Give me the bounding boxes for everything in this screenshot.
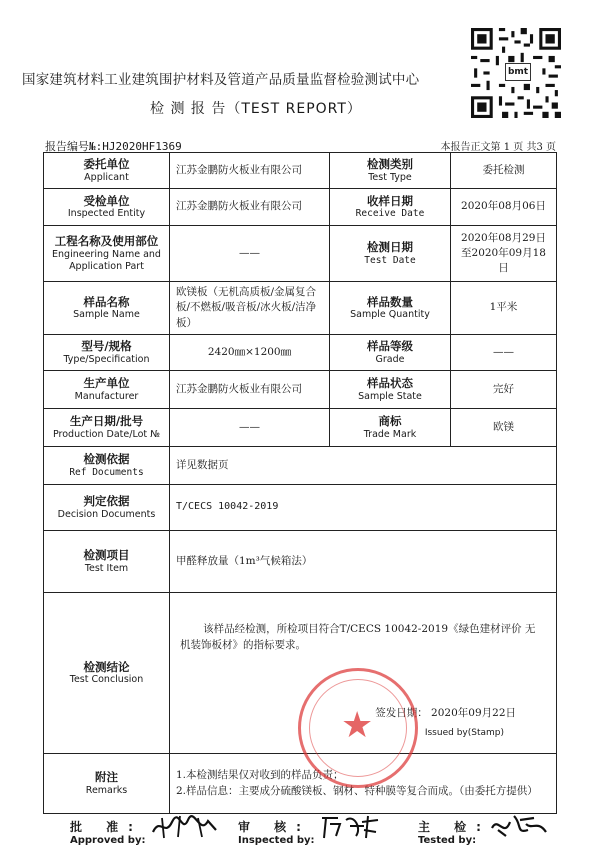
grade-label: 样品等级 Grade <box>330 335 451 371</box>
approved-by: 批 准: Approved by: <box>70 820 146 846</box>
test-type-label: 检测类别 Test Type <box>330 153 451 189</box>
sign-date: 签发日期： 2020年09月22日 <box>375 707 516 719</box>
qr-badge-logo: bmt <box>505 63 531 81</box>
ref-documents-label: 检测依据 Ref Documents <box>44 447 170 485</box>
trade-mark-label: 商标 Trade Mark <box>330 409 451 447</box>
sample-name-value: 欧镁板（无机高质板/金属复合板/不燃板/吸音板/冰火板/洁净板） <box>170 282 330 335</box>
applicant-label: 委托单位 Applicant <box>44 153 170 189</box>
sample-name-label: 样品名称 Sample Name <box>44 282 170 335</box>
trade-mark-value: 欧镁 <box>451 409 557 447</box>
official-seal-stamp <box>298 668 418 788</box>
remarks-line-2: 2.样品信息：主要成分硫酸镁板、钢材、特种膜等复合而成。（由委托方提供） <box>176 784 538 797</box>
sample-quantity-label: 样品数量 Sample Quantity <box>330 282 451 335</box>
test-date-value: 2020年08月29日至2020年09月18日 <box>451 226 557 282</box>
production-date-label: 生产日期/批号 Production Date/Lot № <box>44 409 170 447</box>
page-info: 本报告正文第 1 页 共3 页 <box>440 142 556 153</box>
sample-quantity-value: 1平米 <box>451 282 557 335</box>
remarks-line-1: 1.本检测结果仅对收到的样品负责； <box>176 769 344 782</box>
inspector-signature-icon <box>318 810 382 842</box>
test-item-value: 甲醛释放量（1m³气候箱法） <box>170 531 557 593</box>
lab-title: 国家建筑材料工业建筑围护材料及管道产品质量监督检验测试中心 <box>22 72 420 88</box>
ref-documents-value: 详见数据页 <box>170 447 557 485</box>
manufacturer-value: 江苏金鹏防火板业有限公司 <box>170 371 330 409</box>
test-item-label: 检测项目 Test Item <box>44 531 170 593</box>
inspected-by: 审 核: Inspected by: <box>238 820 315 846</box>
report-number: 报告编号№:HJ2020HF1369 <box>45 140 182 153</box>
tested-by: 主 检: Tested by: <box>418 820 491 846</box>
receive-date-label: 收样日期 Receive Date <box>330 189 451 226</box>
report-title: 检 测 报 告（TEST REPORT） <box>150 101 362 117</box>
sample-state-label: 样品状态 Sample State <box>330 371 451 409</box>
grade-value: —— <box>451 335 557 371</box>
conclusion-text: 该样品经检测，所检项目符合T/CECS 10042-2019《绿色建材评价 无机装饰板材》的指标要求。 <box>180 623 536 652</box>
inspected-entity-label: 受检单位 Inspected Entity <box>44 189 170 226</box>
inspected-entity-value: 江苏金鹏防火板业有限公司 <box>170 189 330 226</box>
test-type-value: 委托检测 <box>451 153 557 189</box>
manufacturer-label: 生产单位 Manufacturer <box>44 371 170 409</box>
test-conclusion-label: 检测结论 Test Conclusion <box>44 593 170 754</box>
remarks-label: 附注 Remarks <box>44 754 170 814</box>
engineering-value: —— <box>170 226 330 282</box>
production-date-value: —— <box>170 409 330 447</box>
decision-documents-value: T/CECS 10042-2019 <box>170 485 557 531</box>
receive-date-value: 2020年08月06日 <box>451 189 557 226</box>
approver-signature-icon <box>150 812 220 842</box>
decision-documents-label: 判定依据 Decision Documents <box>44 485 170 531</box>
applicant-value: 江苏金鹏防火板业有限公司 <box>170 153 330 189</box>
sample-state-value: 完好 <box>451 371 557 409</box>
star-icon: ★ <box>341 705 374 746</box>
tester-signature-icon <box>488 810 550 842</box>
type-spec-label: 型号/规格 Type/Specification <box>44 335 170 371</box>
stamp-label: Issued by(Stamp) <box>424 728 504 738</box>
engineering-label: 工程名称及使用部位 Engineering Name and Application Part <box>44 226 170 282</box>
test-date-label: 检测日期 Test Date <box>330 226 451 282</box>
type-spec-value: 2420㎜×1200㎜ <box>170 335 330 371</box>
